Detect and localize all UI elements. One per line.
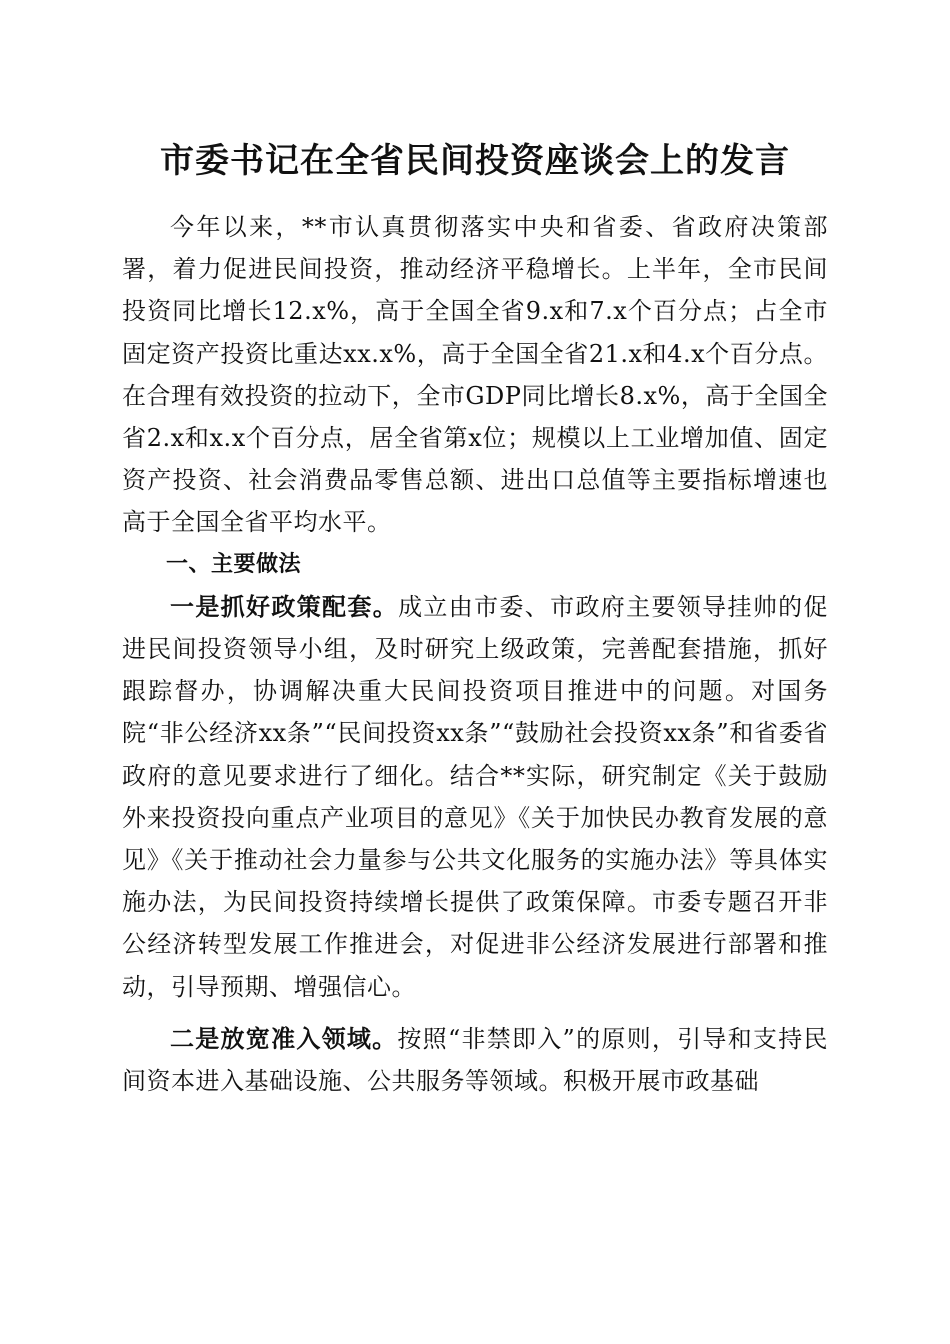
item-lead-1: 一是抓好政策配套。	[170, 591, 399, 621]
document-body	[122, 206, 828, 1102]
item-paragraph-1	[122, 586, 828, 1008]
item-text-2: 按照“非禁即入”的原则，引导和支持民间资本进入基础设施、公共服务等领域。积极开展市政基础	[122, 1024, 828, 1096]
intro-paragraph: 今年以来，**市认真贯彻落实中央和省委、省政府决策部署，着力促进民间投资，推动经济平稳增长。上半年，全市民间投资同比增长12.x%，高于全国全省9.x和7.x个百分点；占全市固定资产投资比重达xx.x%，高于全国全省21.x和4.x个百分点。在合理有效投资的拉动下，全市GDP同比增长8.x%，高于全国全省2.x和x.x个百分点，居全省第x位；规模以上工业增加值、固定资产投资、社会消费品零售总额、进出口总值等主要指标增速也高于全国全省平均水平。	[122, 213, 828, 537]
item-lead-2: 二是放宽准入领域。	[170, 1023, 398, 1053]
section-heading: 一、主要做法	[166, 551, 302, 577]
item-text-1: 成立由市委、市政府主要领导挂帅的促进民间投资领导小组，及时研究上级政策，完善配套措施，抓好跟踪督办，协调解决重大民间投资项目推进中的问题。对国务院“非公经济xx条”“民间投资xx条”“鼓励社会投资xx条”和省委省政府的意见要求进行了细化。结合**实际，研究制定《关于鼓励外来投资投向重点产业项目的意见》《关于加快民办教育发展的意见》《关于推动社会力量参与公共文化服务的实施办法》等具体实施办法，为民间投资持续增长提供了政策保障。市委专题召开非公经济转型发展工作推进会，对促进非公经济发展进行部署和推动，引导预期、增强信心。	[122, 592, 829, 1001]
document-title: 市委书记在全省民间投资座谈会上的发言	[160, 141, 790, 181]
item-paragraph-2	[122, 1018, 828, 1102]
